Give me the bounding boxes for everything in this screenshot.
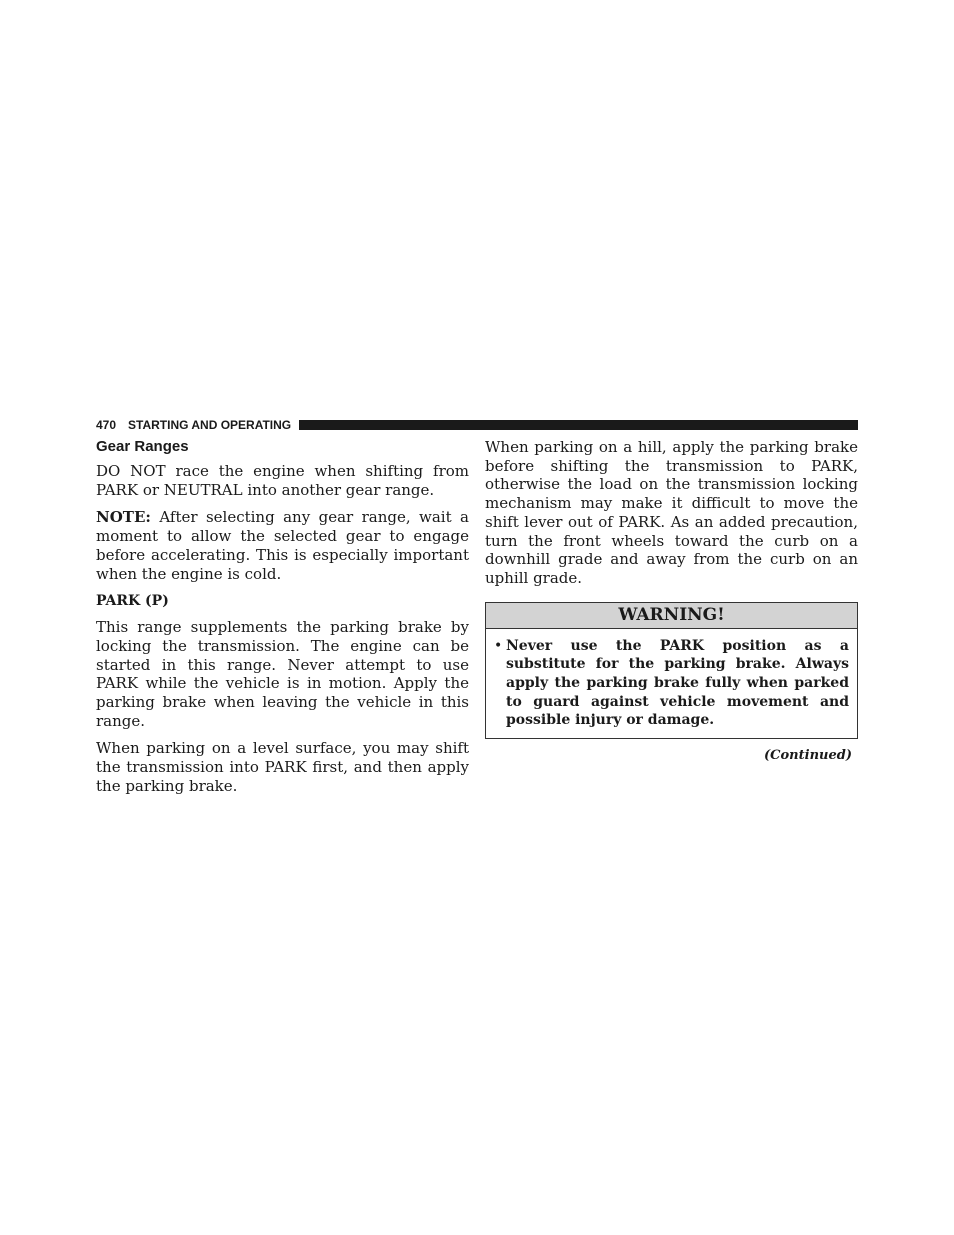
- paragraph-race-engine: DO NOT race the engine when shifting from PARK or NEUTRAL into another gear range.: [96, 462, 469, 499]
- continued-label: (Continued): [764, 748, 852, 764]
- bullet-icon: •: [494, 637, 503, 654]
- paragraph-hill-parking: When parking on a hill, apply the parking brake before shifting the transmission to PARK, otherwise the load on the transmission locking mechanism may make it difficult to move the shift lever out of PARK. As an added precaution, turn the front wheels toward the curb on a downhill grade and away from the curb on an uphill grade.: [485, 438, 858, 587]
- right-column: [485, 438, 858, 763]
- header-rule: [299, 420, 858, 430]
- note-label: NOTE:: [96, 508, 151, 527]
- warning-title: WARNING!: [486, 603, 857, 629]
- note-text: After selecting any gear range, wait a moment to allow the selected gear to engage before accelerating. This is especially important when the engine is cold.: [96, 508, 469, 583]
- warning-body: [486, 629, 857, 739]
- section-title: STARTING AND OPERATING: [128, 418, 292, 432]
- page-header: [96, 418, 858, 432]
- paragraph-level-surface: When parking on a level surface, you may shift the transmission into PARK first, and then apply the parking brake.: [96, 739, 469, 795]
- page-number: 470: [96, 418, 117, 432]
- warning-text: Never use the PARK position as a substitute for the parking brake. Always apply the parking brake fully when parked to guard against vehicle movement and possible injury or damage.: [506, 637, 849, 729]
- warning-box: [485, 602, 858, 740]
- section-heading: Gear Ranges: [96, 438, 189, 455]
- park-subheading: PARK (P): [96, 593, 169, 610]
- paragraph-park-range: This range supplements the parking brake by locking the transmission. The engine can be started in this range. Never attempt to use PARK while the vehicle is in motion. Apply the parking brake when leaving the vehicle in this range.: [96, 618, 469, 730]
- note-paragraph: [96, 508, 469, 583]
- left-column: [96, 438, 469, 805]
